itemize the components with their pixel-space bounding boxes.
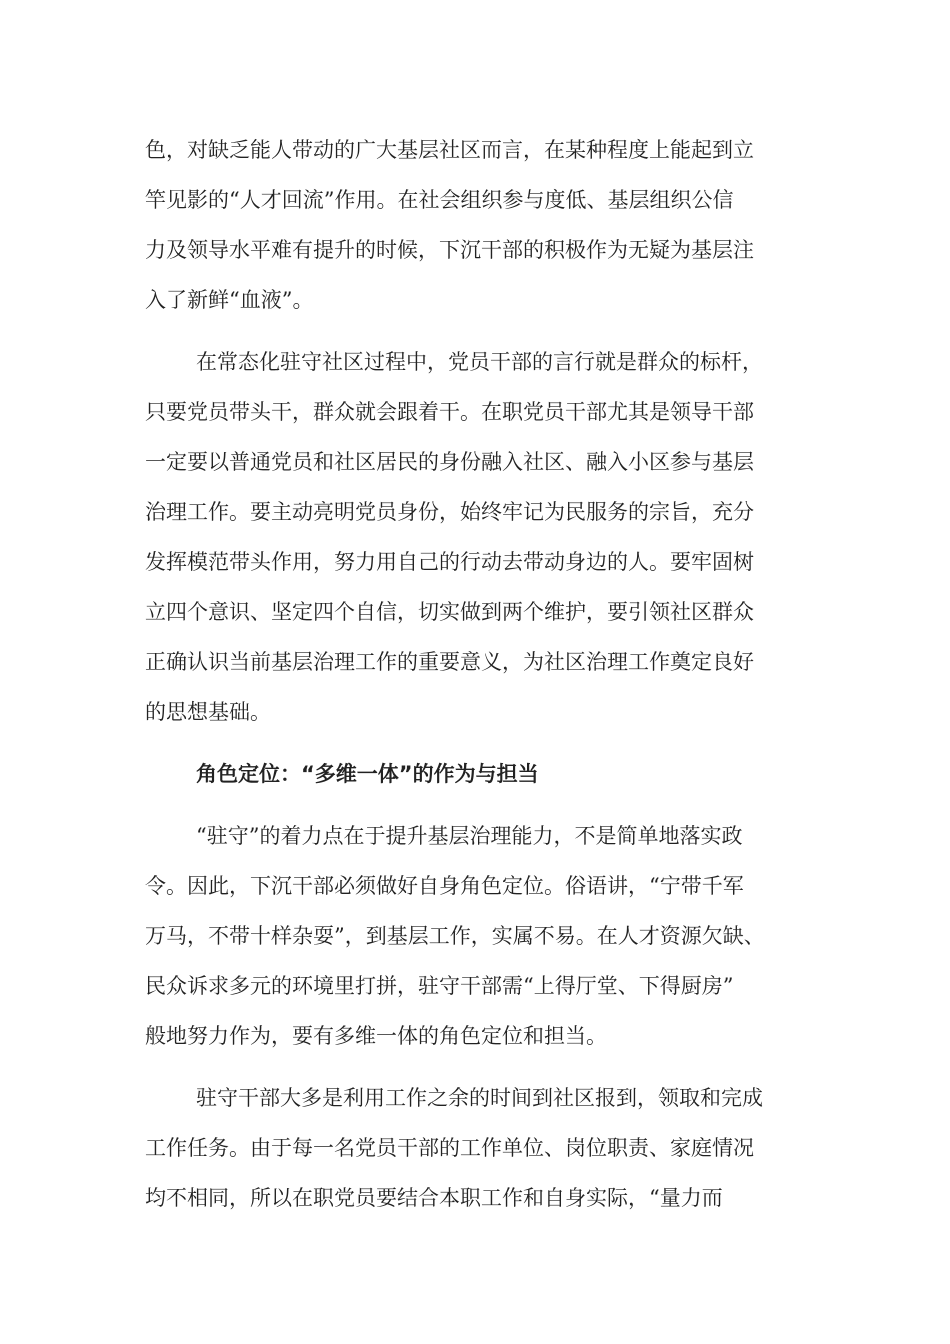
text-line: 一定要以普通党员和社区居民的身份融入社区、融入小区参与基层 [145,450,754,474]
text-line: 令。因此，下沉干部必须做好自身角色定位。俗语讲，“宁带千军 [145,874,744,898]
text-line: 发挥模范带头作用，努力用自己的行动去带动身边的人。要牢固树 [145,550,754,574]
text-line: 驻守干部大多是利用工作之余的时间到社区报到，领取和完成 [196,1086,763,1110]
text-line: 治理工作。要主动亮明党员身份，始终牢记为民服务的宗旨，充分 [145,500,754,524]
section-heading: 角色定位：“多维一体”的作为与担当 [196,762,539,786]
text-line: 的思想基础。 [145,700,271,724]
text-line: 力及领导水平难有提升的时候，下沉干部的积极作为无疑为基层注 [145,238,754,262]
text-line: 色，对缺乏能人带动的广大基层社区而言，在某种程度上能起到立 [145,138,754,162]
text-line: “驻守”的着力点在于提升基层治理能力，不是简单地落实政 [196,824,743,848]
text-line: 般地努力作为，要有多维一体的角色定位和担当。 [145,1024,607,1048]
text-line: 在常态化驻守社区过程中，党员干部的言行就是群众的标杆， [196,350,763,374]
text-line: 工作任务。由于每一名党员干部的工作单位、岗位职责、家庭情况 [145,1136,754,1160]
text-line: 万马，不带十样杂耍”，到基层工作，实属不易。在人才资源欠缺、 [145,924,765,948]
text-line: 只要党员带头干，群众就会跟着干。在职党员干部尤其是领导干部 [145,400,754,424]
text-line: 立四个意识、坚定四个自信，切实做到两个维护，要引领社区群众 [145,600,754,624]
text-line: 民众诉求多元的环境里打拼，驻守干部需“上得厅堂、下得厨房” [145,974,734,998]
text-line: 正确认识当前基层治理工作的重要意义，为社区治理工作奠定良好 [145,650,754,674]
text-line: 均不相同，所以在职党员要结合本职工作和自身实际，“量力而 [145,1186,723,1210]
text-line: 入了新鲜“血液”。 [145,288,314,312]
text-line: 竿见影的“人才回流”作用。在社会组织参与度低、基层组织公信 [145,188,734,212]
